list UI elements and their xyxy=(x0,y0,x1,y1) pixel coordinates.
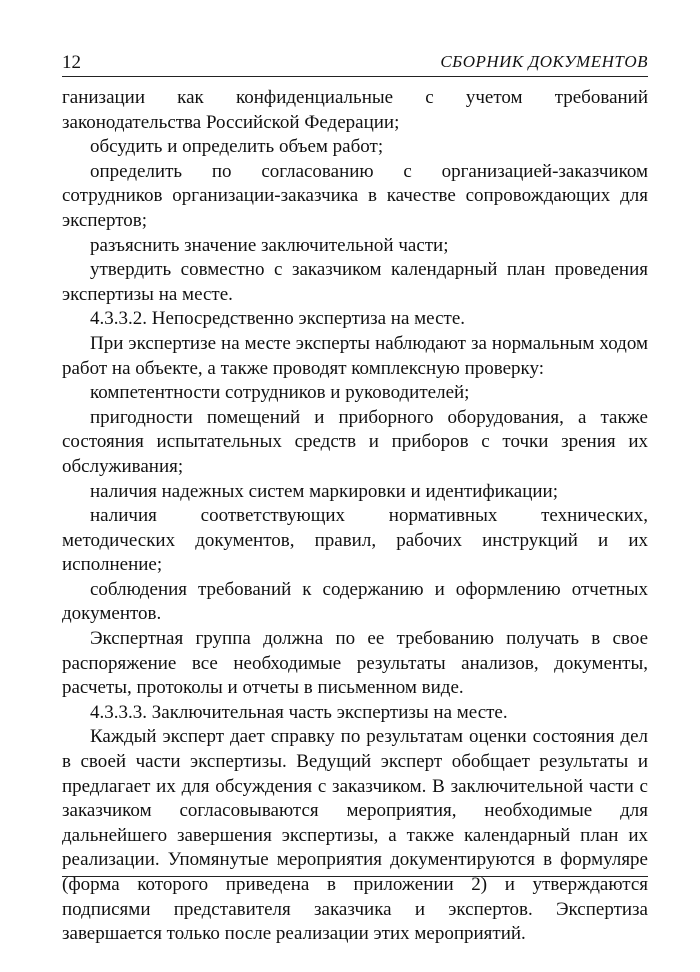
paragraph: соблюдения требований к содержанию и оформлению отчетных документов. xyxy=(62,578,648,625)
paragraph: компетентности сотрудников и руководителей; xyxy=(90,382,470,404)
page-number: 12 xyxy=(62,52,81,73)
body-text xyxy=(62,86,648,947)
paragraph: утвердить совместно с заказчиком календарный план проведения экспертизы на месте. xyxy=(62,259,648,305)
paragraph: определить по согласованию с организацией-заказчиком сотрудников организации-заказчика в качестве сопровождающих для экспертов; xyxy=(62,160,648,231)
running-title: СБОРНИК ДОКУМЕНТОВ xyxy=(440,52,648,71)
paragraph: При экспертизе на месте эксперты наблюдают за нормальным ходом работ на объекте, а также проводят комплексную проверку: xyxy=(62,332,648,379)
paragraph: наличия соответствующих нормативных технических, методических документов, правил, рабочих инструкций и их исполнение; xyxy=(62,505,648,576)
section-heading: 4.3.3.2. Непосредственно экспертиза на месте. xyxy=(90,308,465,330)
bottom-rule xyxy=(62,876,648,877)
page-header xyxy=(62,48,648,77)
paragraph: ганизации как конфиденциальные с учетом требований законодательства Российской Федерации; xyxy=(62,87,648,133)
paragraph: обсудить и определить объем работ; xyxy=(90,136,384,158)
section-heading: 4.3.3.3. Заключительная часть экспертизы на месте. xyxy=(90,701,508,723)
paragraph: наличия надежных систем маркировки и идентификации; xyxy=(90,480,558,502)
paragraph: Экспертная группа должна по ее требованию получать в свое распоряжение все необходимые результаты анализов, документы, расчеты, протоколы и отчеты в письменном виде. xyxy=(62,628,648,699)
paragraph: пригодности помещений и приборного оборудования, а также состояния испытательных средств и приборов с точки зрения их обслуживания; xyxy=(62,406,648,477)
paragraph: разъяснить значение заключительной части; xyxy=(90,234,449,256)
paragraph: Каждый эксперт дает справку по результатам оценки состояния дел в своей части экспертизы. Ведущий эксперт обобщает результаты и предлагает их для обсуждения с заказчиком. В заключительной части с заказчиком согласовываются мероприятия, необходимые для дальнейшего завершения экспертизы, а также календарный план их реализации. Упомянутые мероприятия документируются в формуляре (форма которого приведена в приложении 2) и утверждаются подписями представителя заказчика и экспертов. Экспертиза завершается только после реализации этих мероприятий. xyxy=(62,726,648,945)
